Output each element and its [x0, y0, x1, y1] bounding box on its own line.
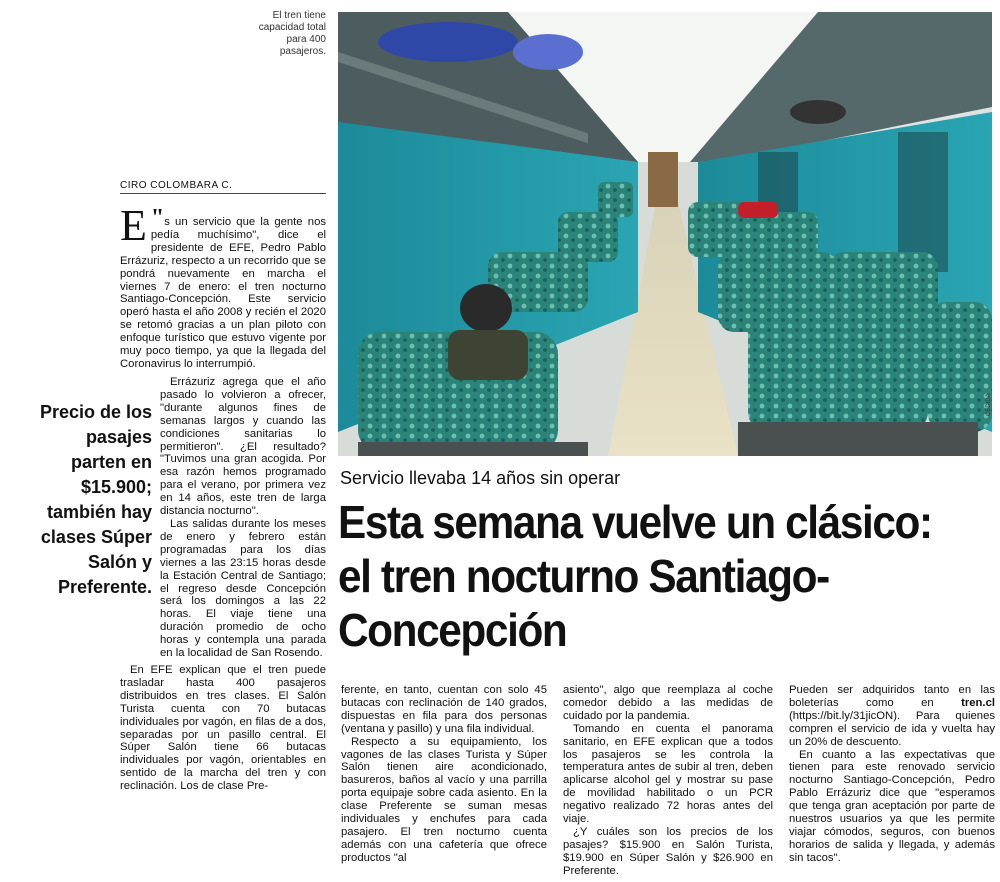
- paragraph: En EFE explican que el tren puede trasladar hasta 400 pasajeros distribuidos en tres clases. El Salón Turista cuenta con 70 butacas individuales por vagón, en filas de a dos, separadas por un pasillo central. El Súper Salón tiene 66 butacas individuales por vagón, orientables en sentido de la marcha del tren y con reclinación. Los de clase Pre-: [120, 664, 326, 793]
- train-interior-illustration: [338, 12, 992, 456]
- pull-quote: Precio de los pasajes parten en $15.900; también hay clases Súper Salón y Preferente.: [39, 402, 152, 597]
- paragraph: Errázuriz agrega que el año pasado lo volvieron a ofrecer, "durante algunos fines de semanas largos y cuando las condiciones sanitarias lo permitieron". ¿El resultado? "Tuvimos una gran acogida. Por esa razón hemos programado para el verano, por primera vez en 14 años, este tren de larga distancia nocturno".: [160, 376, 326, 518]
- paragraph: En cuanto a las expectativas que tienen para este renovado servicio nocturno Santiago-Concepción, Pedro Pablo Errázuriz dice que "esperamos que tenga gran aceptación por parte de nuestros usuarios ya que les permite viajar cómodos, seguros, con buenos horarios de salida y llegada, y además sin tacos".: [789, 748, 995, 864]
- article-column-1b: [160, 376, 326, 660]
- paragraph-text: (https://bit.ly/31jicON). Para quienes compren el servicio de ida y vuelta hay un 20% de descuento.: [789, 709, 995, 748]
- kicker: Servicio llevaba 14 años sin operar: [340, 468, 621, 488]
- article-column-1: [120, 201, 326, 371]
- opening-quote-mark: ": [150, 205, 165, 231]
- website-link[interactable]: tren.cl: [961, 696, 995, 709]
- article-column-2: [341, 684, 547, 865]
- paragraph-text: Pueden ser adquiridos tanto en las boleterías como en: [789, 684, 995, 709]
- paragraph: ferente, en tanto, cuentan con solo 45 butacas con reclinación de 140 grados, dispuestas en fila para dos personas (ventana y pasillo) y una fila individual.: [341, 684, 547, 735]
- article-column-4: [789, 684, 995, 865]
- photo-caption: El tren tiene capacidad total para 400 pasajeros.: [258, 10, 326, 57]
- lead-paragraph: [120, 201, 326, 371]
- article-column-3: [563, 684, 773, 878]
- headline: Esta semana vuelve un clásico: el tren nocturno Santiago-Concepción: [338, 496, 932, 656]
- article-column-1c: [120, 664, 326, 793]
- drop-cap: E: [120, 201, 147, 250]
- paragraph: [789, 684, 995, 749]
- paragraph-text: s un servicio que la gente nos pedía muchísimo", dice el presidente de EFE, Pedro Pablo Errázuriz, respecto a un recorrido que se pondrá nuevamente en marcha el viernes 7 de enero: el tren nocturno Santiago-Concepción. Este servicio operó hasta el año 2008 y recién el 2020 se retomó gracias a un plan piloto con enfoque turístico que estuvo vigente por muy poco tiempo, ya que la llegada del Coronavirus lo interrumpió.: [120, 216, 326, 370]
- paragraph: Las salidas durante los meses de enero y febrero están programadas para los días viernes a las 23:15 horas desde la Estación Central de Santiago; el regreso desde Concepción será los domingos a las 22 horas. El viaje tiene una duración promedio de ocho horas y contempla una parada en la localidad de San Rosendo.: [160, 517, 326, 660]
- photo-credit: CEDIDA: [986, 393, 992, 416]
- train-interior-photo: [338, 12, 992, 456]
- paragraph: Tomando en cuenta el panorama sanitario, en EFE explican que a todos los pasajeros se les controla la temperatura antes de subir al tren, deben aplicarse alcohol gel y mostrar su pase de movilidad habilitado o un PCR negativo realizado 72 horas antes del viaje.: [563, 722, 773, 826]
- paragraph: asiento", algo que reemplaza al coche comedor debido a las medidas de cuidado por la pandemia.: [563, 684, 773, 722]
- paragraph: Respecto a su equipamiento, los vagones de las clases Turista y Súper Salón tienen aire acondicionado, basureros, baños al vacío y una parrilla porta equipaje sobre cada asiento. En la clase Preferente se suman mesas individuales y enchufes para cada pasajero. El tren nocturno cuenta además con una cafetería que ofrece productos "al: [341, 735, 547, 864]
- byline: CIRO COLOMBARA C.: [120, 180, 326, 194]
- paragraph: ¿Y cuáles son los precios de los pasajes? $15.900 en Salón Turista, $19.900 en Súper Salón y $26.900 en Preferente.: [563, 825, 773, 877]
